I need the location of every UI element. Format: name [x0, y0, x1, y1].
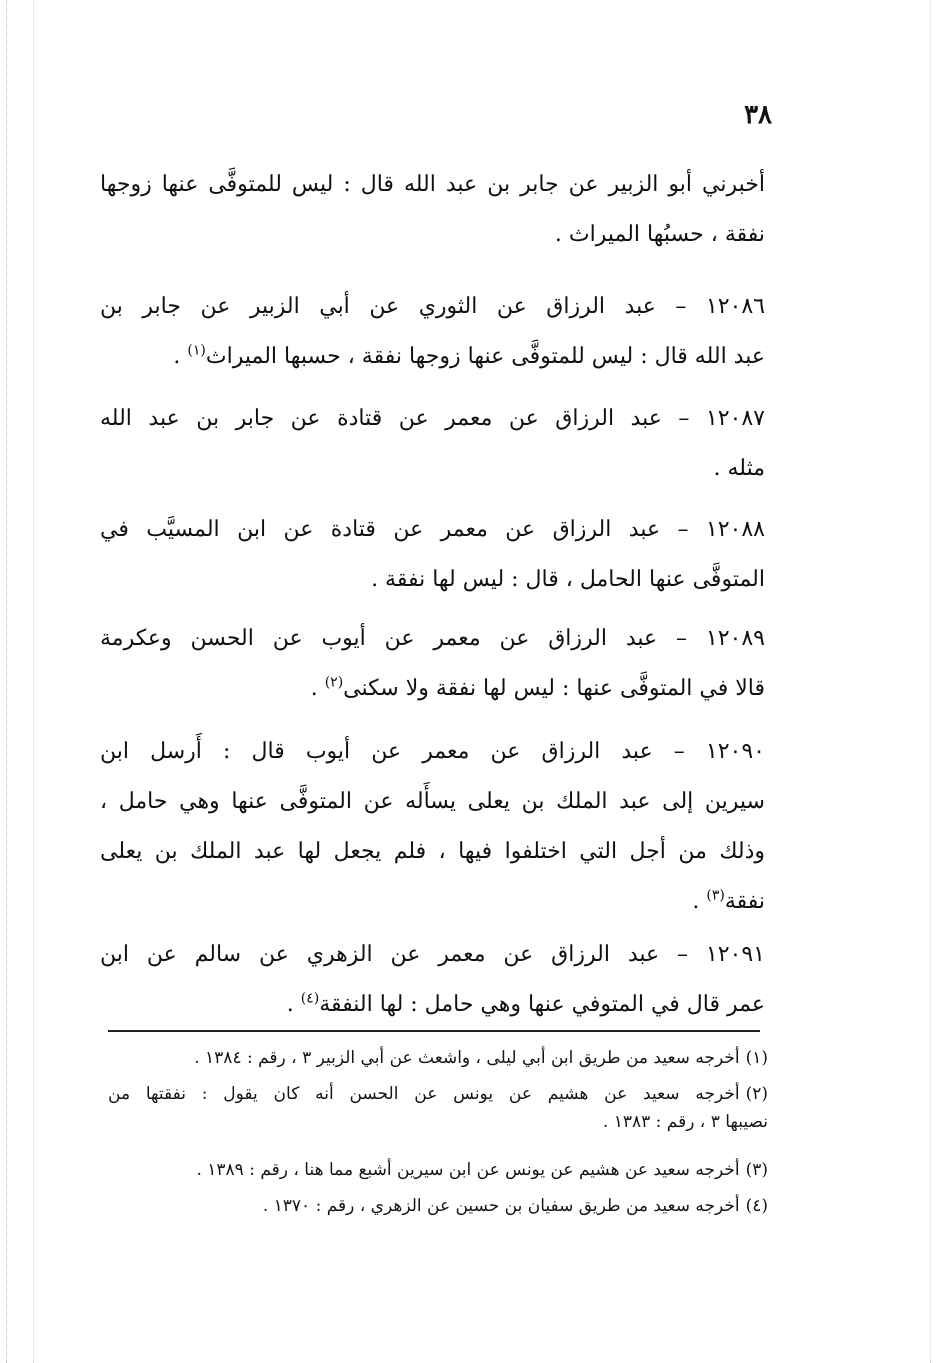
footnote-line — [108, 1192, 768, 1220]
footnote-text: أخرجه سعيد من طريق ابن أبي ليلى ، واشعث عن أبي الزبير ٣ ، رقم : ١٣٨٤ . — [194, 1048, 740, 1068]
footnote-number: (٢) — [745, 1084, 768, 1104]
hadith-12090 — [100, 727, 765, 927]
footnote-text: أخرجه سعيد عن هشيم عن يونس عن ابن سيرين أشبع مما هنا ، رقم : ١٣٨٩ . — [196, 1160, 740, 1180]
footnote-reference: (٤) — [300, 990, 320, 1007]
footnote-line: نصيبها ٣ ، رقم : ١٣٨٣ . — [602, 1112, 768, 1132]
hadith-12089 — [100, 614, 765, 714]
footnote-reference: (١) — [187, 342, 206, 359]
paragraph-line: أخبرني أبو الزبير عن جابر بن عبد الله قال : ليس للمتوفَّى عنها زوجها — [100, 172, 765, 197]
hadith-12091 — [100, 930, 765, 1030]
footnote-separator — [108, 1030, 760, 1032]
paragraph-line-text: قالا في المتوفَّى عنها : ليس لها نفقة ولا سكنى — [343, 676, 765, 701]
line-suffix: . — [310, 676, 325, 701]
footnote-2 — [108, 1080, 768, 1136]
line-suffix: . — [286, 992, 301, 1017]
paragraph-line — [100, 980, 765, 1030]
paragraph-line — [100, 877, 765, 927]
footnote-line — [108, 1156, 768, 1184]
paragraph-line: نفقة ، حسبُها الميراث . — [554, 222, 765, 247]
hadith-12087 — [100, 394, 765, 494]
paragraph-intro — [100, 160, 765, 260]
footnote-reference: (٢) — [324, 674, 344, 691]
paragraph-line — [100, 332, 765, 382]
footnote-number: (٤) — [745, 1196, 768, 1216]
footnote-3 — [108, 1156, 768, 1184]
footnote-reference: (٣) — [706, 887, 725, 904]
hadith-12088 — [100, 505, 765, 605]
paragraph-line: مثله . — [713, 456, 765, 481]
paragraph-line: ١٢٠٨٩ – عبد الرزاق عن معمر عن أيوب عن الحسن وعكرمة — [100, 626, 765, 651]
footnote-1 — [108, 1044, 768, 1072]
footnote-number: (٣) — [745, 1160, 768, 1180]
paragraph-line: ١٢٠٨٦ – عبد الرزاق عن الثوري عن أبي الزبير عن جابر بن — [100, 294, 765, 319]
paragraph-line: ١٢٠٩٠ – عبد الرزاق عن معمر عن أيوب قال : أَرسل ابن — [100, 739, 765, 764]
hadith-12086 — [100, 282, 765, 382]
footnote-line — [108, 1044, 768, 1072]
paragraph-line: وذلك من أجل التي اختلفوا فيها ، فلم يجعل لها عبد الملك بن يعلى — [100, 839, 765, 864]
line-suffix: . — [173, 344, 188, 369]
scan-edge-line-left-inner — [33, 0, 35, 1363]
paragraph-line: ١٢٠٨٨ – عبد الرزاق عن معمر عن قتادة عن ابن المسيَّب في — [100, 517, 765, 542]
paragraph-line — [100, 664, 765, 714]
page-number: ٣٨ — [744, 100, 772, 130]
scan-edge-line-right — [930, 0, 932, 1363]
paragraph-line: سيرين إلى عبد الملك بن يعلى يسأَله عن المتوفَّى عنها وهي حامل ، — [100, 789, 765, 814]
footnote-text: أخرجه سعيد عن هشيم عن يونس عن الحسن أنه كان يقول : نفقتها من — [108, 1084, 740, 1104]
paragraph-line-text: عمر قال في المتوفي عنها وهي حامل : لها النفقة — [319, 992, 765, 1017]
footnote-text: أخرجه سعيد من طريق سفيان بن حسين عن الزهري ، رقم : ١٣٧٠ . — [262, 1196, 740, 1216]
paragraph-line: ١٢٠٨٧ – عبد الرزاق عن معمر عن قتادة عن جابر بن عبد الله — [100, 406, 765, 431]
scan-edge-line-left — [6, 0, 8, 1363]
line-suffix: . — [692, 889, 707, 914]
paragraph-line: ١٢٠٩١ – عبد الرزاق عن معمر عن الزهري عن سالم عن ابن — [100, 942, 765, 967]
footnote-line — [108, 1080, 768, 1108]
footnote-number: (١) — [745, 1048, 768, 1068]
paragraph-line-text: عبد الله قال : ليس للمتوفَّى عنها زوجها نفقة ، حسبها الميراث — [205, 344, 765, 369]
paragraph-line: المتوفَّى عنها الحامل ، قال : ليس لها نفقة . — [371, 567, 765, 592]
footnote-4 — [108, 1192, 768, 1220]
paragraph-line-text: نفقة — [724, 889, 765, 914]
